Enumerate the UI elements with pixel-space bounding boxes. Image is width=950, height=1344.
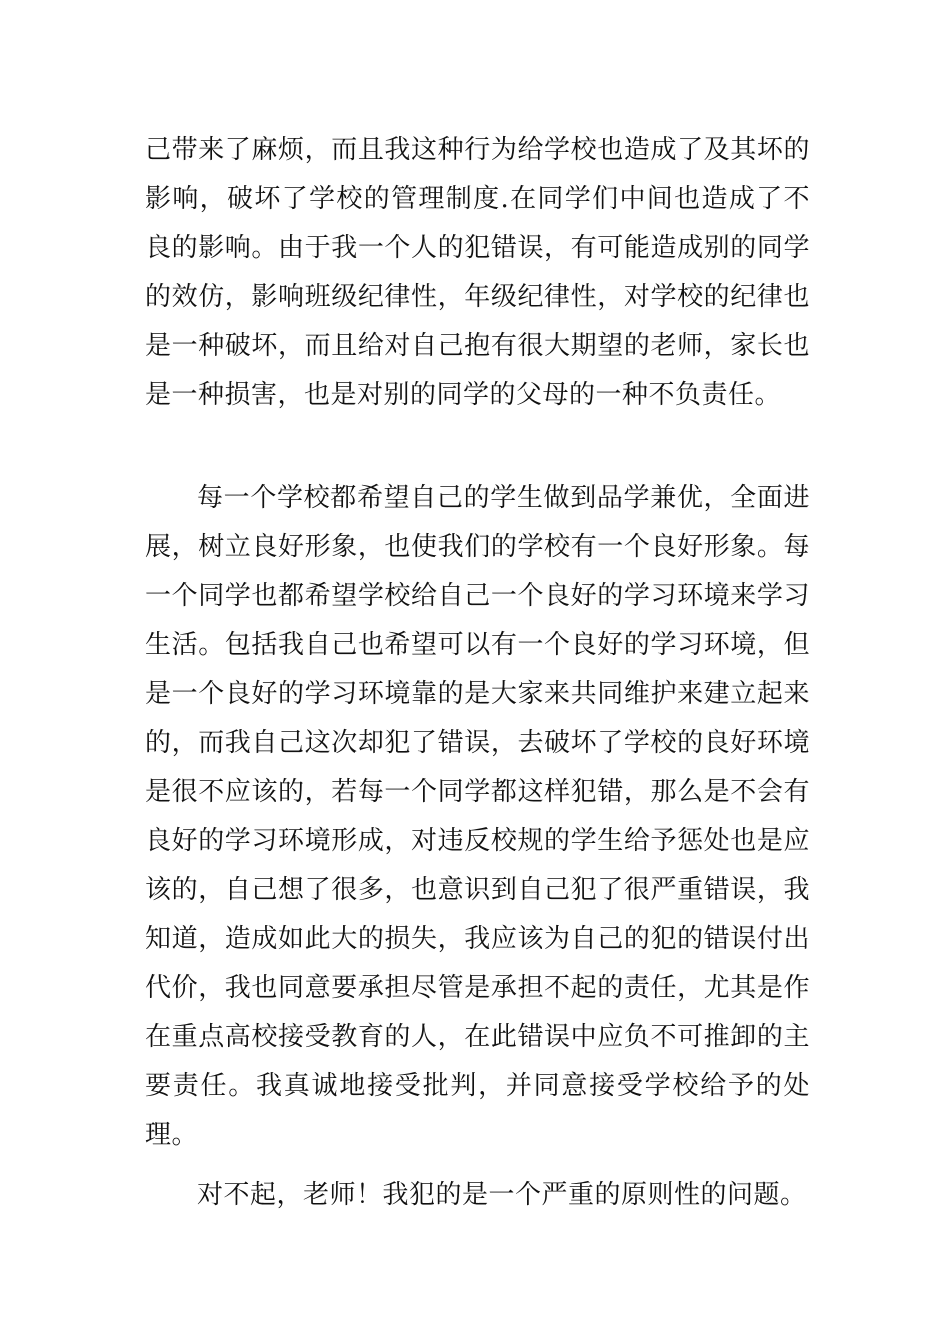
paragraph-school-environment: 每一个学校都希望自己的学生做到品学兼优，全面进展，树立良好形象，也使我们的学校有一个良好形象。每一个同学也都希望学校给自己一个良好的学习环境来学习生活。包括我自己也希望可以有一个良好的学习环境，但是一个良好的学习环境靠的是大家来共同维护来建立起来的，而我自己这次却犯了错误，去破坏了学校的良好环境是很不应该的，若每一个同学都这样犯错，那么是不会有良好的学习环境形成，对违反校规的学生给予惩处也是应该的，自己想了很多，也意识到自己犯了很严重错误，我知道，造成如此大的损失，我应该为自己的犯的错误付出代价，我也同意要承担尽管是承担不起的责任，尤其是作在重点高校接受教育的人，在此错误中应负不可推卸的主要责任。我真诚地接受批判，并同意接受学校给予的处理。 xyxy=(145,483,810,1150)
paragraph-apology: 对不起，老师！我犯的是一个严重的原则性的问题。 xyxy=(197,1180,807,1210)
paragraph-consequences: 己带来了麻烦，而且我这种行为给学校也造成了及其坏的影响，破坏了学校的管理制度.在同学们中间也造成了不良的影响。由于我一个人的犯错误，有可能造成别的同学的效仿，影响班级纪律性，年级纪律性，对学校的纪律也是一种破坏，而且给对自己抱有很大期望的老师，家长也是一种损害，也是对别的同学的父母的一种不负责任。 xyxy=(145,135,810,410)
